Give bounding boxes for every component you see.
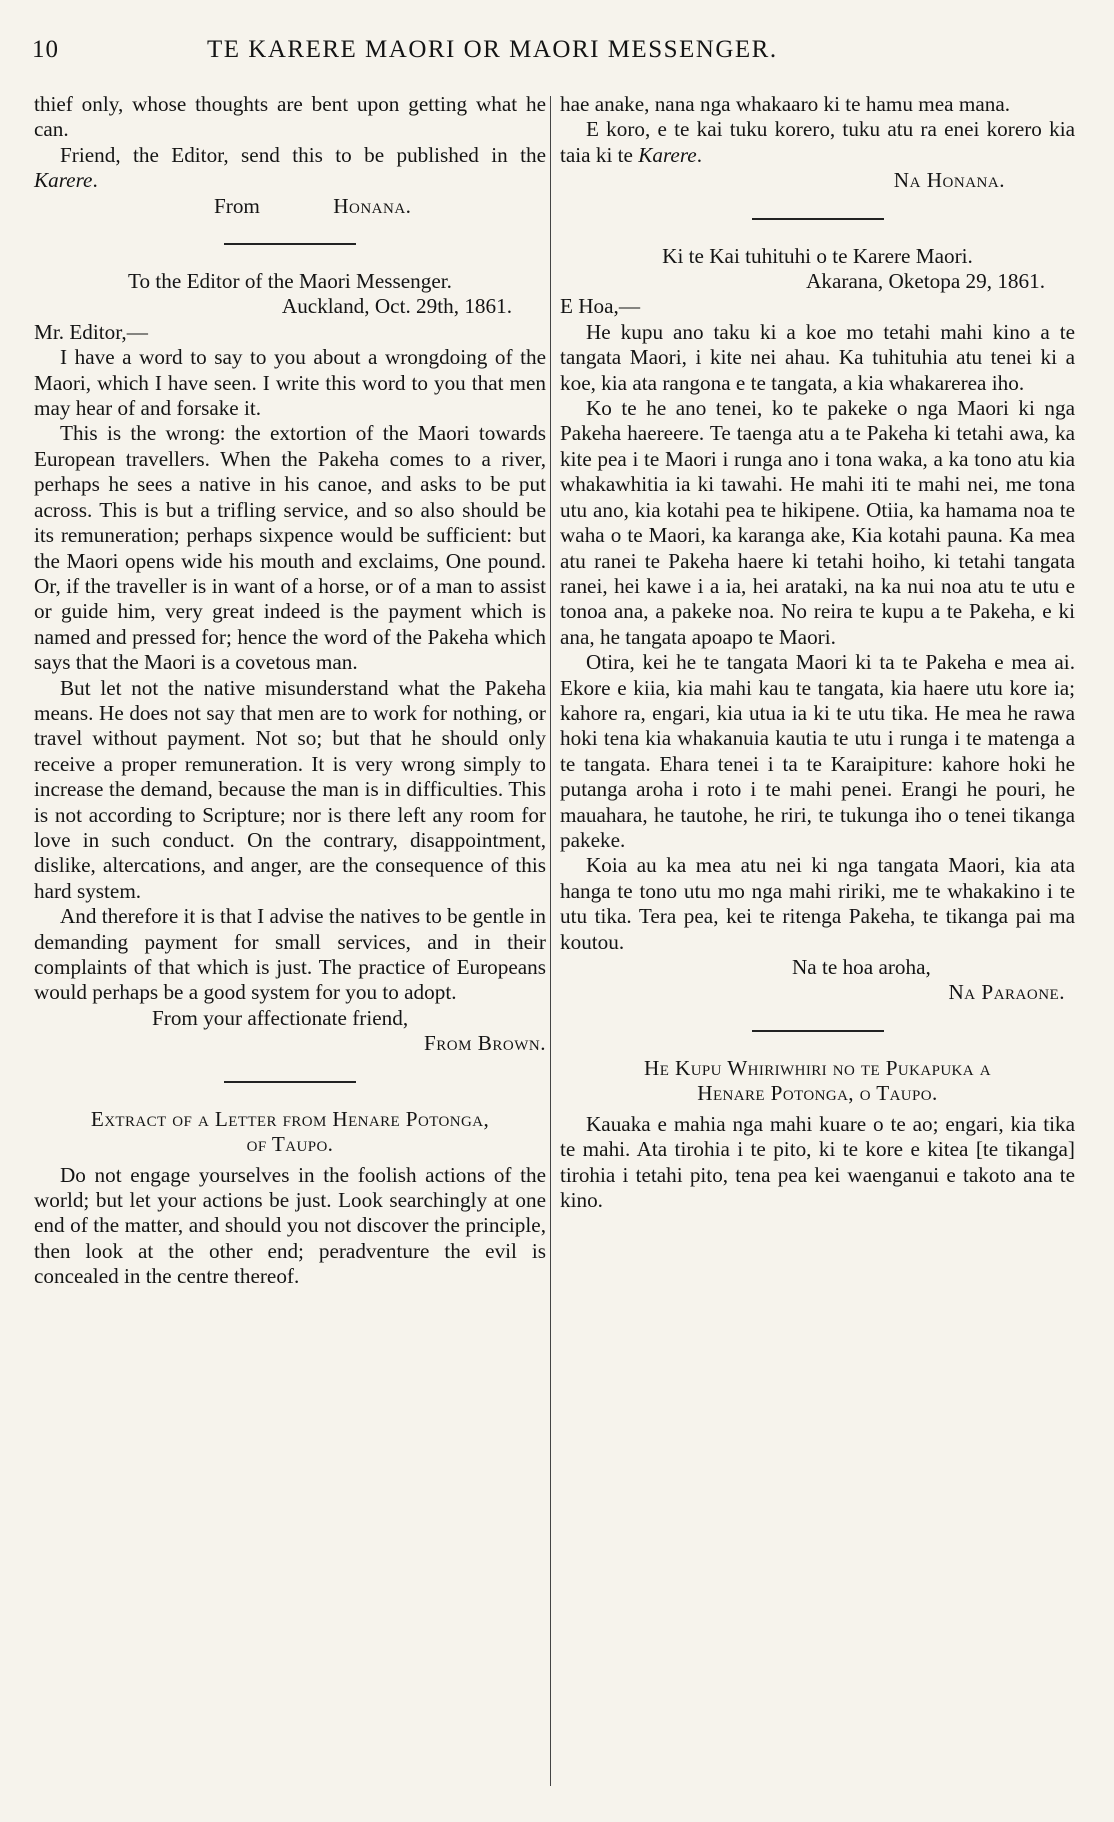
left-paragraph-7: Do not engage yourselves in the foolish actions of the world; but let your actions be just. Look searchingly at one end of the matter, and should you not discover the principle, then look at the other end; peradventure the evil is concealed in the centre thereof. xyxy=(34,1162,546,1289)
right-paragraph-2 xyxy=(560,117,1075,168)
right-paragraph-4: Ko te he ano tenei, ko te pakeke o nga Maori ki nga Pakeha haereere. Te taenga atu a te Pakeha ki tetahi awa, ka kite pea i te Maori i runga ano i tona waka, a ka tono atu kia whakawhitia ia ki tawahi. He mahi iti te mahi nei, me tona utu ano, kia kotahi pea te hikipene. Otiia, ka hamama noa te waha o te Maori, ka karanga ake, Kia kotahi pauna. Ka mea atu ranei te Pakeha haere ki tetahi hoiho, ki tetahi tangata ranei, hei kawe i a ia, hei arataki, na ka nui noa atu te utu e tonoa ana, a pakeke noa. No reira te kupu a te Pakeha, e ki ana, he tangata apoapo te Maori. xyxy=(560,396,1075,649)
left-closing: From your affectionate friend, xyxy=(152,1005,409,1030)
right-letter-address: Ki te Kai tuhituhi o te Karere Maori. xyxy=(662,243,973,268)
left-salutation: Mr. Editor,— xyxy=(34,319,148,344)
left-paragraph-3: I have a word to say to you about a wrongdoing of the Maori, which I have seen. I write this word to you that men may hear of and forsake it. xyxy=(34,345,546,421)
journal-title: TE KARERE MAORI OR MAORI MESSENGER. xyxy=(207,36,778,63)
section-rule xyxy=(752,1030,884,1032)
left-signature-2: From Brown. xyxy=(423,1031,546,1056)
right-salutation: E Hoa,— xyxy=(560,294,641,319)
left-paragraph-2-end: . xyxy=(92,168,98,193)
left-paragraph-2-text: Friend, the Editor, send this to be published in the xyxy=(60,142,546,167)
right-paragraph-3: He kupu ano taku ki a koe mo tetahi mahi kino a te tangata Maori, i kite nei ahau. Ka tuhituhia atu tenei ki a koe, kia ata rangona e te tangata, a kia whakarerea iho. xyxy=(560,319,1075,395)
left-paragraph-5: But let not the native misunderstand what the Pakeha means. He does not say that men are to work for nothing, or travel without payment. Not so; but that he should only receive a proper remuneration. It is very wrong simply to increase the demand, because the man is in difficulties. This is not according to Scripture; nor is there left any room for love in such conduct. On the contrary, disappointment, dislike, altercations, and anger, are the consequence of this hard system. xyxy=(34,675,546,903)
right-paragraph-7: Kauaka e mahia nga mahi kuare o te ao; engari, kia tika te mahi. Ata tirohia i te pito, ki te kore e kitea [te tikanga] tirohia i tetahi pito, tena pea kei waenganui e takoto ana te kino. xyxy=(560,1111,1075,1213)
maori-column xyxy=(560,92,1075,1213)
left-extract-heading-line-2: of Taupo. xyxy=(246,1131,334,1156)
left-letter-address: To the Editor of the Maori Messenger. xyxy=(128,269,452,294)
section-rule xyxy=(752,218,884,220)
right-dateline: Akarana, Oketopa 29, 1861. xyxy=(806,269,1045,294)
column-divider xyxy=(550,96,551,1786)
right-paragraph-6: Koia au ka mea atu nei ki nga tangata Maori, kia ata hanga te tono utu mo nga mahi ririki, me te whakakino i te utu tika. Tera pea, kei te ritenga Pakeha, te tikanga pai ma koutou. xyxy=(560,853,1075,954)
right-paragraph-5: Otira, kei he te tangata Maori ki ta te Pakeha e mea ai. Ekore e kiia, kia mahi kau te tangata, kia haere utu kore ia; kahore ra, engari, kia utua ia ki te utu tika. He mea he rawa hoki tena kia whakanuia kautia te utu i runga i te matenga a te tangata. Ehara tenei i ta te Karaipiture: kahore hoki he putanga aroha i roto i te mahi penei. Erangi he pouri, he mauahara, he tautohe, he riri, te tukunga iho o tenei tikanga pakeke. xyxy=(560,650,1075,852)
left-extract-heading xyxy=(34,1107,546,1157)
section-rule xyxy=(224,1081,356,1083)
right-extract-heading xyxy=(560,1056,1075,1106)
english-column xyxy=(34,92,546,1290)
left-paragraph-4: This is the wrong: the extortion of the Maori towards European travellers. When the Pakeha comes to a river, perhaps he sees a native in his canoe, and asks to be put across. This is but a trifling service, and so also should be its remuneration; perhaps sixpence would be sufficient: but the Maori opens wide his mouth and exclaims, One pound. Or, if the traveller is in want of a horse, or of a man to assist or guide him, very great indeed is the payment which is named and pressed for; hence the word of the Pakeha which says that the Maori is a covetous man. xyxy=(34,421,546,675)
page-number: 10 xyxy=(32,36,59,63)
left-signature-1 xyxy=(214,194,546,219)
right-paragraph-1: hae anake, nana nga whakaaro ki te hamu mea mana. xyxy=(560,92,1011,116)
left-signature-1-from: From xyxy=(214,193,260,218)
right-signature-2: Na Paraone. xyxy=(948,980,1065,1005)
left-paragraph-2-title: Karere xyxy=(34,168,93,193)
right-paragraph-2-text: E koro, e te kai tuku korero, tuku atu ra enei korero kia taia ki te xyxy=(560,117,1075,167)
left-paragraph-1: thief only, whose thoughts are bent upon getting what he can. xyxy=(34,92,546,142)
running-head xyxy=(32,36,1082,68)
right-closing: Na te hoa aroha, xyxy=(792,955,931,979)
left-extract-heading-line-1: Extract of a Letter from Henare Potonga, xyxy=(90,1106,490,1131)
left-signature-1-name: Honana. xyxy=(333,193,412,218)
right-extract-heading-line-2: Henare Potonga, o Taupo. xyxy=(697,1080,938,1105)
right-paragraph-2-end: . xyxy=(696,142,702,167)
section-rule xyxy=(224,243,356,245)
right-paragraph-2-title: Karere xyxy=(638,142,697,167)
left-paragraph-2 xyxy=(34,143,546,194)
left-paragraph-6: And therefore it is that I advise the natives to be gentle in demanding payment for small services, and in their complaints of that which is just. The practice of Europeans would perhaps be a good system for you to adopt. xyxy=(34,904,546,1005)
right-extract-heading-line-1: He Kupu Whiriwhiri no te Pukapuka a xyxy=(644,1055,991,1080)
right-signature-1: Na Honana. xyxy=(893,168,1005,193)
left-dateline: Auckland, Oct. 29th, 1861. xyxy=(281,294,512,319)
